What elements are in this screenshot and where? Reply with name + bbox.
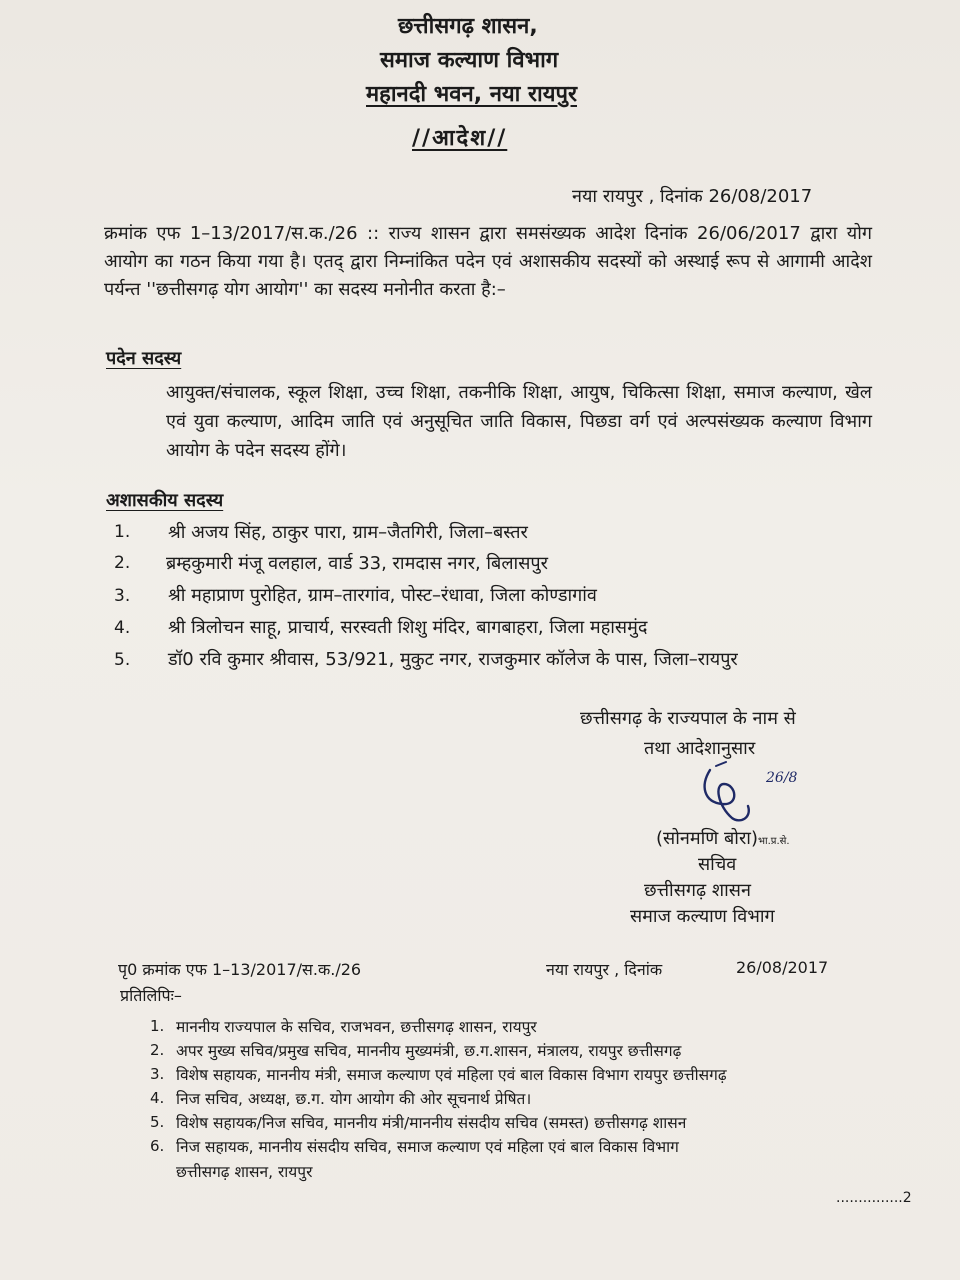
copy-to-label: प्रतिलिपिः– <box>120 986 182 1005</box>
copy-recipient-continued: छत्तीसगढ़ शासन, रायपुर <box>176 1163 313 1181</box>
member-number: 5. <box>114 650 131 670</box>
member-number: 1. <box>114 522 131 542</box>
signatory-service: भा.प्र.से. <box>758 836 790 847</box>
ex-officio-text: आयुक्त/संचालक, स्कूल शिक्षा, उच्च शिक्षा, तकनीकि शिक्षा, आयुष, चिकित्सा शिक्षा, समाज कल्याण, खेल एवं युवा कल्याण, आदिम जाति एवं अनुसूचित जाति विकास, पिछडा वर्ग एवं अल्पसंख्यक कल्याण विभाग आयोग के पदेन सदस्य होंगे। <box>166 382 872 461</box>
copy-recipient: विशेष सहायक, माननीय मंत्री, समाज कल्याण एवं महिला एवं बाल विकास विभाग रायपुर छत्तीसगढ़ <box>176 1066 727 1084</box>
member-entry: डॉ0 रवि कुमार श्रीवास, 53/921, मुकुट नगर, राजकुमार कॉलेज के पास, जिला–रायपुर <box>168 649 738 670</box>
copy-recipient: अपर मुख्य सचिव/प्रमुख सचिव, माननीय मुख्यमंत्री, छ.ग.शासन, मंत्रालय, रायपुर छत्तीसगढ़ <box>176 1042 682 1060</box>
copy-number: 4. <box>150 1089 165 1107</box>
signatory-govt: छत्तीसगढ़ शासन <box>644 880 751 901</box>
header-address: महानदी भवन, नया रायपुर <box>366 82 577 107</box>
signatory-name-text: (सोनमणि बोरा) <box>656 828 758 849</box>
member-number: 4. <box>114 618 131 638</box>
order-dateline: नया रायपुर , दिनांक 26/08/2017 <box>572 186 813 207</box>
endorsement-place-date: नया रायपुर , दिनांक <box>546 960 663 979</box>
member-number: 3. <box>114 586 131 606</box>
signatory-designation: सचिव <box>698 854 737 875</box>
signatory-name <box>656 826 790 850</box>
header-govt: छत्तीसगढ़ शासन, <box>398 14 538 39</box>
copy-number: 2. <box>150 1041 165 1059</box>
order-title: //आदेश// <box>412 126 508 151</box>
non-official-heading: अशासकीय सदस्य <box>106 490 224 511</box>
endorsement-date: 26/08/2017 <box>736 958 829 977</box>
copy-number: 6. <box>150 1137 165 1155</box>
signature-icon <box>696 756 816 836</box>
copy-number: 3. <box>150 1065 165 1083</box>
signatory-dept: समाज कल्याण विभाग <box>630 906 775 927</box>
member-entry: ब्रम्हकुमारी मंजू वलहाल, वार्ड 33, रामदास नगर, बिलासपुर <box>166 553 548 574</box>
member-entry: श्री त्रिलोचन साहू, प्राचार्य, सरस्वती शिशु मंदिर, बागबाहरा, जिला महासमुंद <box>168 617 648 638</box>
authority-line-1: छत्तीसगढ़ के राज्यपाल के नाम से <box>580 708 796 729</box>
copy-recipient: निज सचिव, अध्यक्ष, छ.ग. योग आयोग की ओर सूचनार्थ प्रेषित। <box>176 1090 532 1108</box>
authority-line-2: तथा आदेशानुसार <box>644 738 756 759</box>
member-entry: श्री अजय सिंह, ठाकुर पारा, ग्राम–जैतगिरी, जिला–बस्तर <box>168 522 528 543</box>
copy-recipient: निज सहायक, माननीय संसदीय सचिव, समाज कल्याण एवं महिला एवं बाल विकास विभाग <box>176 1138 679 1156</box>
endorsement-ref: पृ0 क्रमांक एफ 1–13/2017/स.क./26 <box>118 960 362 979</box>
copy-number: 1. <box>150 1017 165 1035</box>
member-number: 2. <box>114 553 131 573</box>
copy-recipient: माननीय राज्यपाल के सचिव, राजभवन, छत्तीसगढ़ शासन, रायपुर <box>176 1018 537 1036</box>
member-entry: श्री महाप्राण पुरोहित, ग्राम–तारगांव, पोस्ट–रंधावा, जिला कोण्डागांव <box>168 585 597 606</box>
copy-number: 5. <box>150 1113 165 1131</box>
page-continuation: ...............2 <box>836 1190 912 1206</box>
header-department: समाज कल्याण विभाग <box>380 48 559 73</box>
copy-recipient: विशेष सहायक/निज सचिव, माननीय मंत्री/माननीय संसदीय सचिव (समस्त) छत्तीसगढ़ शासन <box>176 1114 687 1132</box>
signature-date-initial: 26/8 <box>766 770 798 786</box>
intro-paragraph: क्रमांक एफ 1–13/2017/स.क./26 :: राज्य शासन द्वारा समसंख्यक आदेश दिनांक 26/06/2017 द्वारा योग आयोग का गठन किया गया है। एतद् द्वारा निम्नांकित पदेन एवं अशासकीय सदस्यों को अस्थाई रूप से आगामी आदेश पर्यन्त ''छत्तीसगढ़ योग आयोग'' का सदस्य मनोनीत करता है:– <box>104 223 872 300</box>
ex-officio-heading: पदेन सदस्य <box>106 348 182 369</box>
